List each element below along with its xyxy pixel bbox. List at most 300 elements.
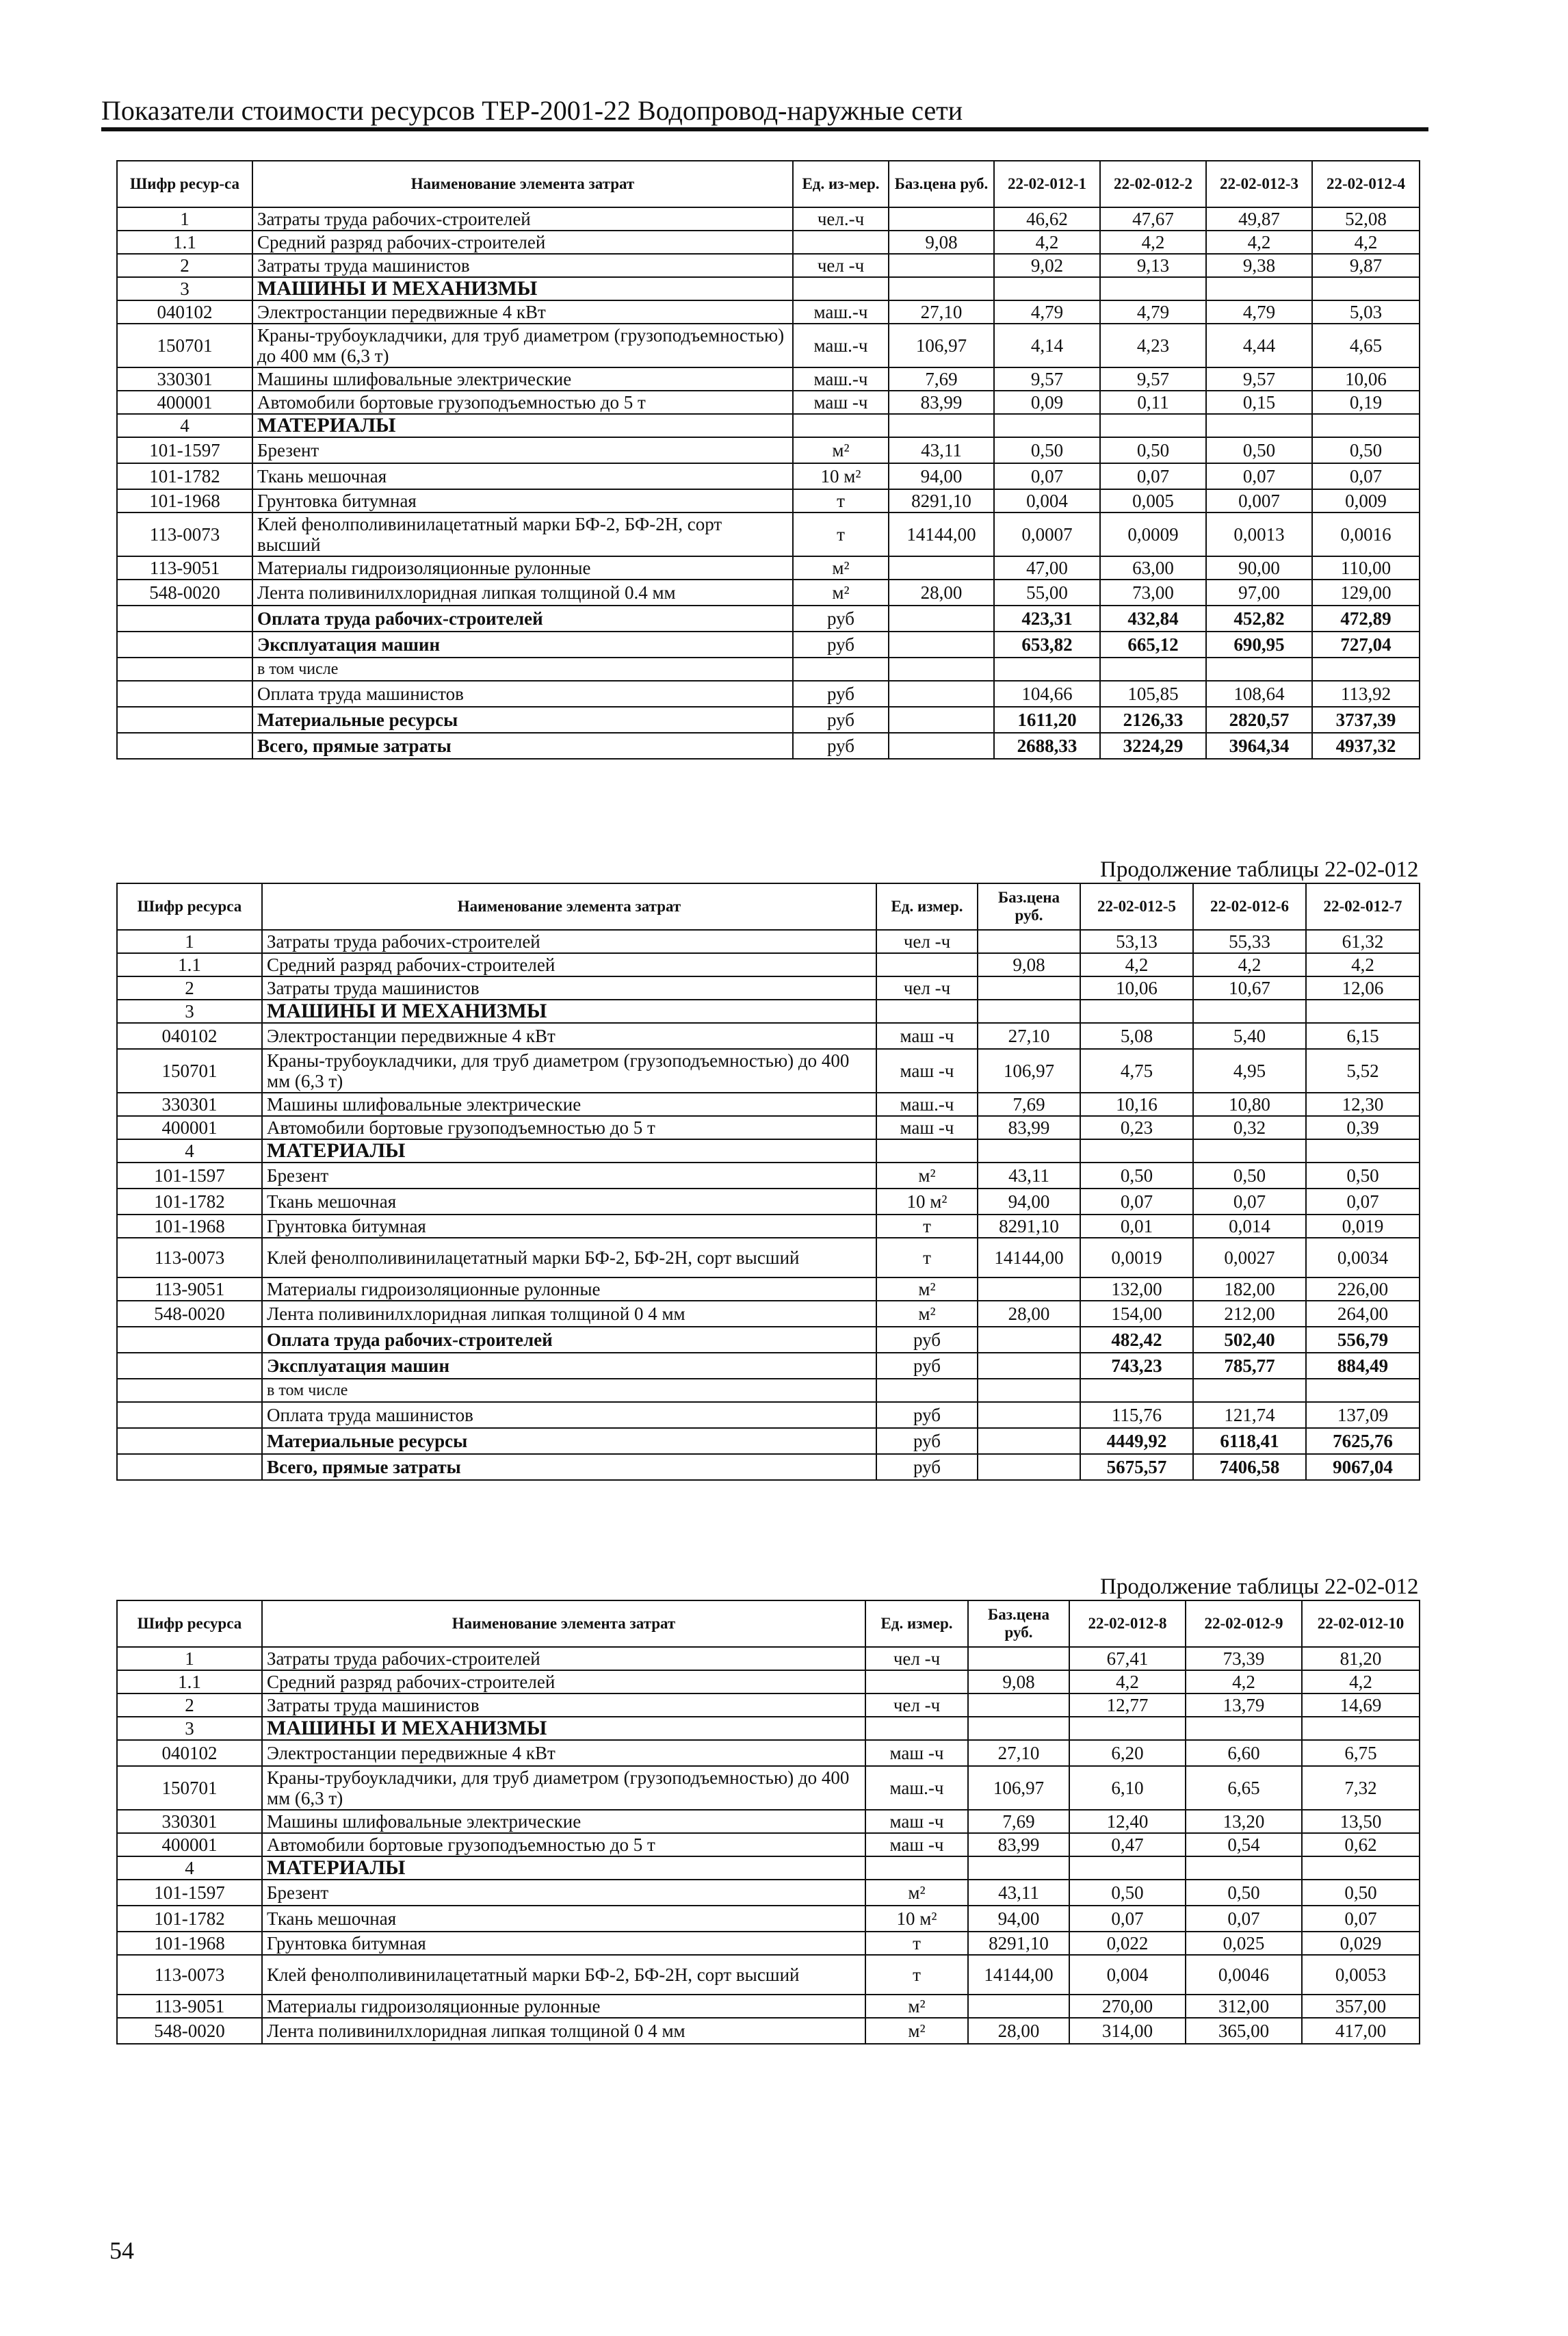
- col-header-variant: 22-02-012-10: [1302, 1600, 1420, 1647]
- col-header-variant: 22-02-012-8: [1069, 1600, 1186, 1647]
- variant-value-cell: 4,14: [994, 324, 1100, 367]
- cost-element-name-cell: Ткань мешочная: [262, 1906, 865, 1932]
- table-row: [117, 1932, 1420, 1955]
- variant-value-cell: 4,95: [1193, 1049, 1306, 1093]
- table-row: [117, 1670, 1420, 1693]
- variant-value-cell: 0,022: [1069, 1932, 1186, 1955]
- resource-code-cell: 150701: [117, 1766, 262, 1810]
- base-price-cell: 14144,00: [889, 512, 994, 556]
- variant-value-cell: 129,00: [1312, 580, 1420, 606]
- variant-value-cell: [1193, 1139, 1306, 1163]
- cost-element-name-cell: Машины шлифовальные электрические: [252, 367, 793, 391]
- variant-value-cell: [1069, 1717, 1186, 1740]
- variant-value-cell: 9,38: [1206, 254, 1312, 277]
- variant-value-cell: 4449,92: [1080, 1428, 1193, 1454]
- cost-element-name-cell: Оплата труда машинистов: [262, 1402, 876, 1428]
- variant-value-cell: 665,12: [1100, 632, 1206, 658]
- variant-value-cell: 0,50: [1206, 437, 1312, 463]
- cost-element-name-cell: Электростанции передвижные 4 кВт: [262, 1023, 876, 1049]
- table-row: [117, 437, 1420, 463]
- unit-cell: [876, 1379, 978, 1402]
- table-row: [117, 1301, 1420, 1327]
- cost-element-name-cell: Краны-трубоукладчики, для труб диаметром (грузоподъемностью) до 400 мм (6,3 т): [262, 1766, 865, 1810]
- unit-cell: маш.-ч: [793, 300, 889, 324]
- unit-cell: маш.-ч: [865, 1766, 968, 1810]
- cost-element-name-cell: Материалы гидроизоляционные рулонные: [252, 556, 793, 580]
- table-row: [117, 1116, 1420, 1139]
- variant-value-cell: 63,00: [1100, 556, 1206, 580]
- variant-value-cell: 55,33: [1193, 930, 1306, 953]
- unit-cell: м²: [876, 1277, 978, 1301]
- resource-code-cell: [117, 1402, 262, 1428]
- variant-value-cell: 10,06: [1080, 976, 1193, 1000]
- variant-value-cell: 10,16: [1080, 1093, 1193, 1116]
- resource-code-cell: [117, 707, 252, 733]
- variant-value-cell: 452,82: [1206, 606, 1312, 632]
- table-row: [117, 930, 1420, 953]
- variant-value-cell: 357,00: [1302, 1995, 1420, 2018]
- variant-value-cell: 312,00: [1186, 1995, 1302, 2018]
- table-row: [117, 1093, 1420, 1116]
- unit-cell: чел -ч: [876, 930, 978, 953]
- base-price-cell: [978, 1454, 1080, 1480]
- variant-value-cell: 0,50: [1306, 1163, 1420, 1189]
- table-row: [117, 207, 1420, 231]
- variant-value-cell: 6,15: [1306, 1023, 1420, 1049]
- unit-cell: руб: [793, 632, 889, 658]
- variant-value-cell: 0,0007: [994, 512, 1100, 556]
- variant-value-cell: 0,15: [1206, 391, 1312, 414]
- section-heading-cell: МАШИНЫ И МЕХАНИЗМЫ: [262, 1717, 865, 1740]
- variant-value-cell: [1186, 1856, 1302, 1880]
- base-price-cell: 106,97: [978, 1049, 1080, 1093]
- cost-element-name-cell: Материалы гидроизоляционные рулонные: [262, 1277, 876, 1301]
- section-heading-cell: МАТЕРИАЛЫ: [262, 1139, 876, 1163]
- variant-value-cell: 502,40: [1193, 1327, 1306, 1353]
- col-header-code: Шифр ресур-са: [117, 161, 252, 207]
- base-price-cell: [889, 658, 994, 681]
- cost-element-name-cell: Материалы гидроизоляционные рулонные: [262, 1995, 865, 2018]
- unit-cell: руб: [876, 1428, 978, 1454]
- cost-element-name-cell: Электростанции передвижные 4 кВт: [252, 300, 793, 324]
- table-header-row: [117, 161, 1420, 207]
- col-header-unit: Ед. измер.: [876, 883, 978, 930]
- variant-value-cell: [1100, 658, 1206, 681]
- cost-element-name-cell: Краны-трубоукладчики, для труб диаметром (грузоподъемностью) до 400 мм (6,3 т): [262, 1049, 876, 1093]
- resource-code-cell: 101-1597: [117, 1163, 262, 1189]
- variant-value-cell: 0,0027: [1193, 1238, 1306, 1277]
- base-price-cell: 106,97: [889, 324, 994, 367]
- variant-value-cell: 12,06: [1306, 976, 1420, 1000]
- col-header-variant: 22-02-012-7: [1306, 883, 1420, 930]
- cost-element-name-cell: Лента поливинилхлоридная липкая толщиной 0.4 мм: [252, 580, 793, 606]
- base-price-cell: [978, 1139, 1080, 1163]
- base-price-cell: 106,97: [968, 1766, 1069, 1810]
- cost-element-name-cell: Оплата труда рабочих-строителей: [262, 1327, 876, 1353]
- unit-cell: [876, 1139, 978, 1163]
- variant-value-cell: 5,03: [1312, 300, 1420, 324]
- table-row: [117, 1215, 1420, 1238]
- cost-element-name-cell: Затраты труда рабочих-строителей: [262, 930, 876, 953]
- variant-value-cell: 0,50: [1080, 1163, 1193, 1189]
- variant-value-cell: 0,50: [1186, 1880, 1302, 1906]
- resource-code-cell: 4: [117, 1139, 262, 1163]
- variant-value-cell: 9,02: [994, 254, 1100, 277]
- variant-value-cell: 423,31: [994, 606, 1100, 632]
- table-row: [117, 707, 1420, 733]
- variant-value-cell: 0,07: [1302, 1906, 1420, 1932]
- variant-value-cell: [1206, 658, 1312, 681]
- unit-cell: маш.-ч: [876, 1093, 978, 1116]
- table-row: [117, 733, 1420, 759]
- cost-element-name-cell: Лента поливинилхлоридная липкая толщиной 0 4 мм: [262, 2018, 865, 2044]
- base-price-cell: 43,11: [889, 437, 994, 463]
- unit-cell: чел -ч: [865, 1693, 968, 1717]
- resource-code-cell: 101-1782: [117, 463, 252, 489]
- cost-element-name-cell: Средний разряд рабочих-строителей: [262, 953, 876, 976]
- variant-value-cell: [1312, 414, 1420, 437]
- variant-value-cell: 0,025: [1186, 1932, 1302, 1955]
- unit-cell: [793, 414, 889, 437]
- table-row: [117, 300, 1420, 324]
- table-row: [117, 1023, 1420, 1049]
- resource-code-cell: 101-1968: [117, 1932, 262, 1955]
- variant-value-cell: 4,23: [1100, 324, 1206, 367]
- variant-value-cell: 4,79: [1100, 300, 1206, 324]
- cost-element-name-cell: Затраты труда рабочих-строителей: [252, 207, 793, 231]
- page-header-title: Показатели стоимости ресурсов ТЕР-2001-22 Водопровод-наружные сети: [101, 95, 963, 126]
- resource-code-cell: 113-0073: [117, 1238, 262, 1277]
- base-price-cell: [968, 1693, 1069, 1717]
- col-header-variant: 22-02-012-6: [1193, 883, 1306, 930]
- base-price-cell: [978, 1402, 1080, 1428]
- table-row: [117, 681, 1420, 707]
- resource-code-cell: [117, 1428, 262, 1454]
- resource-table-1: [116, 160, 1420, 760]
- base-price-cell: [889, 707, 994, 733]
- table-row: [117, 632, 1420, 658]
- variant-value-cell: 10,06: [1312, 367, 1420, 391]
- base-price-cell: 14144,00: [978, 1238, 1080, 1277]
- base-price-cell: 9,08: [978, 953, 1080, 976]
- resource-code-cell: 1.1: [117, 231, 252, 254]
- table-row: [117, 1454, 1420, 1480]
- resource-code-cell: 113-0073: [117, 512, 252, 556]
- variant-value-cell: 4,2: [1080, 953, 1193, 976]
- base-price-cell: [978, 976, 1080, 1000]
- resource-code-cell: 150701: [117, 324, 252, 367]
- base-price-cell: [889, 277, 994, 300]
- col-header-variant: 22-02-012-4: [1312, 161, 1420, 207]
- variant-value-cell: 0,0019: [1080, 1238, 1193, 1277]
- variant-value-cell: 12,30: [1306, 1093, 1420, 1116]
- variant-value-cell: 0,07: [1312, 463, 1420, 489]
- cost-element-name-cell: Ткань мешочная: [262, 1189, 876, 1215]
- variant-value-cell: 0,07: [1069, 1906, 1186, 1932]
- variant-value-cell: 53,13: [1080, 930, 1193, 953]
- variant-value-cell: 10,67: [1193, 976, 1306, 1000]
- base-price-cell: [889, 632, 994, 658]
- table-header-row: [117, 1600, 1420, 1647]
- col-header-variant: 22-02-012-3: [1206, 161, 1312, 207]
- variant-value-cell: 182,00: [1193, 1277, 1306, 1301]
- variant-value-cell: [1312, 277, 1420, 300]
- resource-code-cell: 101-1597: [117, 437, 252, 463]
- resource-code-cell: 330301: [117, 367, 252, 391]
- col-header-unit: Ед. измер.: [865, 1600, 968, 1647]
- resource-code-cell: 400001: [117, 391, 252, 414]
- resource-code-cell: 2: [117, 254, 252, 277]
- table-row: [117, 414, 1420, 437]
- unit-cell: м²: [793, 437, 889, 463]
- variant-value-cell: 10,80: [1193, 1093, 1306, 1116]
- variant-value-cell: 0,0053: [1302, 1955, 1420, 1995]
- resource-table-2: [116, 883, 1420, 1481]
- base-price-cell: [889, 254, 994, 277]
- cost-element-name-cell: Клей фенолполивинилацетатный марки БФ-2, БФ-2Н, сорт высший: [262, 1955, 865, 1995]
- unit-cell: м²: [793, 556, 889, 580]
- resource-code-cell: 2: [117, 1693, 262, 1717]
- unit-cell: [793, 658, 889, 681]
- variant-value-cell: 47,67: [1100, 207, 1206, 231]
- variant-value-cell: 14,69: [1302, 1693, 1420, 1717]
- unit-cell: маш -ч: [865, 1833, 968, 1856]
- resource-code-cell: 1: [117, 930, 262, 953]
- variant-value-cell: 0,019: [1306, 1215, 1420, 1238]
- variant-value-cell: 0,09: [994, 391, 1100, 414]
- variant-value-cell: 81,20: [1302, 1647, 1420, 1670]
- table-row: [117, 556, 1420, 580]
- variant-value-cell: 73,39: [1186, 1647, 1302, 1670]
- variant-value-cell: 9,87: [1312, 254, 1420, 277]
- variant-value-cell: 2820,57: [1206, 707, 1312, 733]
- unit-cell: чел -ч: [876, 976, 978, 1000]
- variant-value-cell: 3964,34: [1206, 733, 1312, 759]
- variant-value-cell: [1100, 414, 1206, 437]
- col-header-variant: 22-02-012-5: [1080, 883, 1193, 930]
- variant-value-cell: 0,07: [994, 463, 1100, 489]
- unit-cell: [876, 953, 978, 976]
- variant-value-cell: 4,2: [1100, 231, 1206, 254]
- variant-value-cell: [1080, 1139, 1193, 1163]
- variant-value-cell: 4,2: [1306, 953, 1420, 976]
- cost-element-name-cell: Средний разряд рабочих-строителей: [262, 1670, 865, 1693]
- variant-value-cell: 12,40: [1069, 1810, 1186, 1833]
- cost-element-name-cell: в том числе: [252, 658, 793, 681]
- variant-value-cell: 0,005: [1100, 489, 1206, 512]
- variant-value-cell: 0,014: [1193, 1215, 1306, 1238]
- col-header-name: Наименование элемента затрат: [262, 1600, 865, 1647]
- base-price-cell: [889, 556, 994, 580]
- variant-value-cell: 365,00: [1186, 2018, 1302, 2044]
- variant-value-cell: [1080, 1000, 1193, 1023]
- variant-value-cell: 482,42: [1080, 1327, 1193, 1353]
- resource-code-cell: 3: [117, 277, 252, 300]
- col-header-code: Шифр ресурса: [117, 1600, 262, 1647]
- resource-code-cell: [117, 658, 252, 681]
- resource-code-cell: 101-1968: [117, 1215, 262, 1238]
- base-price-cell: [889, 414, 994, 437]
- cost-element-name-cell: Брезент: [262, 1163, 876, 1189]
- variant-value-cell: 690,95: [1206, 632, 1312, 658]
- unit-cell: т: [793, 489, 889, 512]
- cost-element-name-cell: Оплата труда рабочих-строителей: [252, 606, 793, 632]
- variant-value-cell: [1069, 1856, 1186, 1880]
- table-row: [117, 1693, 1420, 1717]
- variant-value-cell: 0,54: [1186, 1833, 1302, 1856]
- variant-value-cell: 110,00: [1312, 556, 1420, 580]
- variant-value-cell: 0,007: [1206, 489, 1312, 512]
- variant-value-cell: 12,77: [1069, 1693, 1186, 1717]
- table-row: [117, 1856, 1420, 1880]
- table-row: [117, 1000, 1420, 1023]
- unit-cell: руб: [876, 1327, 978, 1353]
- variant-value-cell: 0,07: [1306, 1189, 1420, 1215]
- cost-element-name-cell: Ткань мешочная: [252, 463, 793, 489]
- variant-value-cell: 226,00: [1306, 1277, 1420, 1301]
- table-row: [117, 2018, 1420, 2044]
- base-price-cell: 28,00: [968, 2018, 1069, 2044]
- variant-value-cell: 0,009: [1312, 489, 1420, 512]
- unit-cell: руб: [793, 681, 889, 707]
- variant-value-cell: 0,07: [1193, 1189, 1306, 1215]
- variant-value-cell: 0,07: [1080, 1189, 1193, 1215]
- resource-code-cell: 1: [117, 1647, 262, 1670]
- variant-value-cell: 0,50: [1069, 1880, 1186, 1906]
- variant-value-cell: [1312, 658, 1420, 681]
- variant-value-cell: 653,82: [994, 632, 1100, 658]
- section-heading-cell: МАТЕРИАЛЫ: [262, 1856, 865, 1880]
- base-price-cell: [889, 207, 994, 231]
- unit-cell: маш.-ч: [793, 367, 889, 391]
- resource-code-cell: 2: [117, 976, 262, 1000]
- cost-element-name-cell: Автомобили бортовые грузоподъемностью до 5 т: [262, 1116, 876, 1139]
- variant-value-cell: 0,39: [1306, 1116, 1420, 1139]
- variant-value-cell: 4937,32: [1312, 733, 1420, 759]
- cost-element-name-cell: Машины шлифовальные электрические: [262, 1093, 876, 1116]
- variant-value-cell: 4,79: [994, 300, 1100, 324]
- table-row: [117, 1139, 1420, 1163]
- base-price-cell: [889, 606, 994, 632]
- base-price-cell: 94,00: [889, 463, 994, 489]
- cost-element-name-cell: Автомобили бортовые грузоподъемностью до 5 т: [252, 391, 793, 414]
- variant-value-cell: 4,2: [994, 231, 1100, 254]
- variant-value-cell: 4,65: [1312, 324, 1420, 367]
- table-row: [117, 254, 1420, 277]
- variant-value-cell: 9,57: [1100, 367, 1206, 391]
- variant-value-cell: 270,00: [1069, 1995, 1186, 2018]
- variant-value-cell: [994, 658, 1100, 681]
- variant-value-cell: 121,74: [1193, 1402, 1306, 1428]
- unit-cell: руб: [876, 1353, 978, 1379]
- variant-value-cell: 0,029: [1302, 1932, 1420, 1955]
- variant-value-cell: 49,87: [1206, 207, 1312, 231]
- variant-value-cell: 743,23: [1080, 1353, 1193, 1379]
- unit-cell: руб: [793, 606, 889, 632]
- variant-value-cell: 314,00: [1069, 2018, 1186, 2044]
- unit-cell: чел.-ч: [793, 207, 889, 231]
- variant-value-cell: 137,09: [1306, 1402, 1420, 1428]
- unit-cell: 10 м²: [876, 1189, 978, 1215]
- unit-cell: т: [865, 1955, 968, 1995]
- base-price-cell: 83,99: [968, 1833, 1069, 1856]
- table-row: [117, 1810, 1420, 1833]
- resource-code-cell: [117, 1327, 262, 1353]
- resource-code-cell: 3: [117, 1717, 262, 1740]
- resource-table-3: [116, 1600, 1420, 2045]
- unit-cell: [865, 1717, 968, 1740]
- variant-value-cell: 0,50: [994, 437, 1100, 463]
- variant-value-cell: 0,19: [1312, 391, 1420, 414]
- cost-element-name-cell: Брезент: [252, 437, 793, 463]
- cost-element-name-cell: Машины шлифовальные электрические: [262, 1810, 865, 1833]
- variant-value-cell: 61,32: [1306, 930, 1420, 953]
- variant-value-cell: 727,04: [1312, 632, 1420, 658]
- resource-code-cell: 330301: [117, 1093, 262, 1116]
- variant-value-cell: 556,79: [1306, 1327, 1420, 1353]
- section-heading-cell: МАШИНЫ И МЕХАНИЗМЫ: [262, 1000, 876, 1023]
- variant-value-cell: 4,2: [1069, 1670, 1186, 1693]
- col-header-code: Шифр ресурса: [117, 883, 262, 930]
- unit-cell: м²: [865, 1995, 968, 2018]
- resource-code-cell: [117, 606, 252, 632]
- unit-cell: т: [793, 512, 889, 556]
- variant-value-cell: 472,89: [1312, 606, 1420, 632]
- unit-cell: маш.-ч: [793, 324, 889, 367]
- unit-cell: руб: [793, 707, 889, 733]
- variant-value-cell: 9,13: [1100, 254, 1206, 277]
- variant-value-cell: 417,00: [1302, 2018, 1420, 2044]
- base-price-cell: [978, 1327, 1080, 1353]
- base-price-cell: 83,99: [978, 1116, 1080, 1139]
- base-price-cell: 7,69: [889, 367, 994, 391]
- variant-value-cell: [1306, 1379, 1420, 1402]
- base-price-cell: [978, 1379, 1080, 1402]
- variant-value-cell: 113,92: [1312, 681, 1420, 707]
- resource-code-cell: [117, 733, 252, 759]
- base-price-cell: [978, 930, 1080, 953]
- resource-code-cell: 113-9051: [117, 1995, 262, 2018]
- table-row: [117, 1906, 1420, 1932]
- base-price-cell: [968, 1717, 1069, 1740]
- unit-cell: 10 м²: [865, 1906, 968, 1932]
- variant-value-cell: 9,57: [994, 367, 1100, 391]
- variant-value-cell: 5,52: [1306, 1049, 1420, 1093]
- resource-code-cell: 113-0073: [117, 1955, 262, 1995]
- cost-element-name-cell: Грунтовка битумная: [262, 1932, 865, 1955]
- table-row: [117, 1238, 1420, 1277]
- base-price-cell: 14144,00: [968, 1955, 1069, 1995]
- variant-value-cell: 47,00: [994, 556, 1100, 580]
- resource-code-cell: 101-1597: [117, 1880, 262, 1906]
- table-3-continuation-note: Продолжение таблицы 22-02-012: [1100, 1574, 1419, 1599]
- table-row: [117, 1189, 1420, 1215]
- table-row: [117, 1277, 1420, 1301]
- cost-element-name-cell: Средний разряд рабочих-строителей: [252, 231, 793, 254]
- unit-cell: руб: [876, 1402, 978, 1428]
- table-row: [117, 391, 1420, 414]
- variant-value-cell: 4,2: [1312, 231, 1420, 254]
- variant-value-cell: 5675,57: [1080, 1454, 1193, 1480]
- cost-element-name-cell: Автомобили бортовые грузоподъемностью до 5 т: [262, 1833, 865, 1856]
- unit-cell: маш -ч: [876, 1116, 978, 1139]
- table-row: [117, 1647, 1420, 1670]
- variant-value-cell: 0,11: [1100, 391, 1206, 414]
- variant-value-cell: 0,07: [1206, 463, 1312, 489]
- base-price-cell: [968, 1647, 1069, 1670]
- table-row: [117, 1402, 1420, 1428]
- variant-value-cell: 6,10: [1069, 1766, 1186, 1810]
